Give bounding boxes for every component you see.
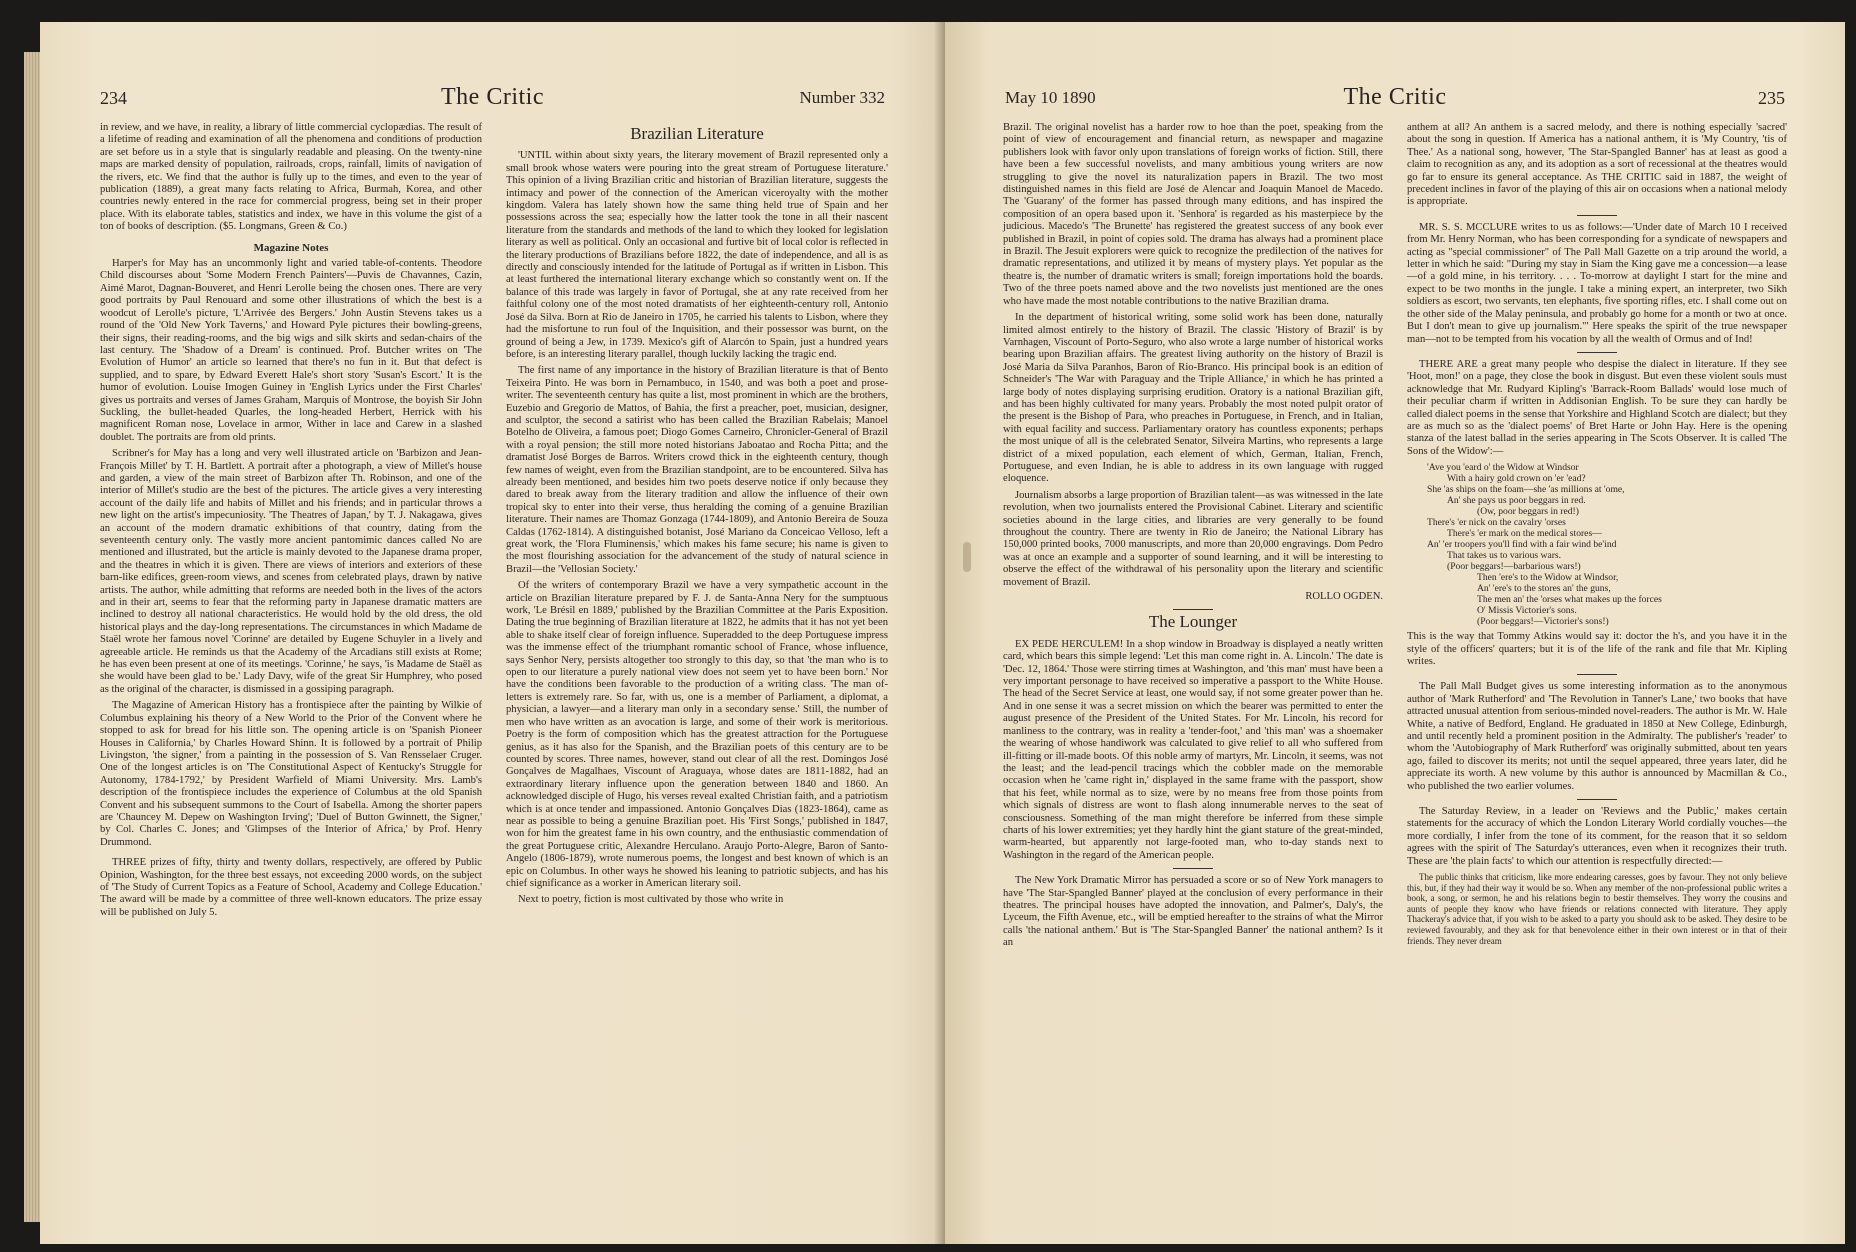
paragraph: MR. S. S. MCCLURE writes to us as follows:—'Under date of March 10 I received from Mr. Henry Norman, who has been corresponding for a syndicate of newspapers and acting as "special commissioner" of The Pall Mall Gazette on a trip around the world, a letter in which he said: "During my stay in Siam the King gave me a concession—a lease—of a gold mine, in his territory. . . . To-morrow at daylight I start for the mine and expect to be two months in the jungle. I take a mining expert, an interpreter, two Sikh soldiers as escort, two servants, ten elephants, five sporting rifles, etc. I shall come out on the other side of the Malay peninsula, and probably go home for a month or two at once. But I don't mean to give up journalism."' Here speaks the spirit of the true newspaper man—not to be tempted from his vocation by all the wealth of Ormus and of Ind! bbox=[1407, 221, 1787, 345]
poem-line: That takes us to various wars. bbox=[1447, 550, 1562, 562]
poem-line: (Poor beggars!—Victorier's sons!) bbox=[1477, 616, 1609, 628]
paragraph-magazine-american-history: The Magazine of American History has a frontispiece after the painting by Wilkie of Columbus explaining his theory of a New World to the Prior of the Convent where he stopped to ask for bread for his little son. The opening article is on 'Spanish Pioneer Houses in California,' by Charles Howard Shinn. It is followed by a portrait of Philip Livingston, 'the signer,' from a painting in the possession of S. Van Rensselaer Cruger. One of the longest articles is on 'The Constitutional Aspect of Kentucky's Struggle for Autonomy, 1784-1792,' by President Warfield of Miami University. Mrs. Lamb's description of the frontispiece includes the experience of Columbus at the old Spanish Convent and his subsequent summons to the Court of Isabella. Among the shorter papers are 'Chauncey M. Depew on Washington Irving'; 'Duel of Button Gwinnett, the Signer,' by Col. Charles C. Jones; and 'Glimpses of the Interior of Africa,' by Prof. Henry Drummond. bbox=[100, 700, 482, 848]
right-running-title: The Critic bbox=[1343, 84, 1447, 110]
divider bbox=[1577, 799, 1617, 800]
binding-stain bbox=[963, 542, 971, 572]
left-column-1 bbox=[100, 122, 482, 1204]
left-column-2 bbox=[506, 122, 888, 1204]
paragraph: The first name of any importance in the history of Brazilian literature is that of Bento Teixeira Pinto. He was born in Pernambuco, in 1540, and was both a poet and prose-writer. The seventeenth century has quite a list, most prominent in which are the brothers, Euzebio and Gregorio de Mattos, of Bahia, the first a preacher, poet, musician, designer, and sculptor, the second a satirist who has been called the Brazilian Rabelais; Manoel Botelho de Oliveira, a famous poet; Diogo Gomes Carneiro, Chronicler-General of Brazil with a royal pension; the still more noted historians Jaboatao and Rocha Pitta; and the dramatist José Borges de Barros. Writers crowd thick in the eighteenth century, though few names of weight, even from the Brazilian standpoint, are to be encountered. Silva has already been mentioned, and besides him two poets deserve notice if only because they dared to break away from the literary tradition and allow the influence of their own tropical sky to enter into their verse, thus heralding the coming of a genuine Brazilian literature. Their names are Thomaz Gonzaga (1744-1809), and Antonio Bereira de Souza Caldas (1762-1814). A distinguished botanist, José Mariano da Conceicao Velloso, left a great work, the 'Flora Fluminensis,' which makes his fame secure; his name is given to the most flourishing association for the advancement of the study of natural science in Brazil—the 'Vellosian Society.' bbox=[506, 365, 888, 575]
paragraph: in review, and we have, in reality, a library of little commercial cyclopædias. The result of a lifetime of reading and examination of all the phenomena and conditions of production are set before us in a style that is singularly readable and pleasing. On the twenty-nine maps are marked density of population, railroads, crops, rainfall, limits of navigation of the rivers, etc. We find that the author is fully up to the times, and even to the year of publication (1889), a great many facts relating to Africa, Burmah, Korea, and other countries newly entered in the race for commercial progress, being set in their proper place. With its elaborate tables, statistics and index, we have in this volume the gist of a ton of books of description. ($5. Longmans, Green & Co.) bbox=[100, 122, 482, 233]
paragraph-harpers: Harper's for May has an uncommonly light and varied table-of-contents. Theodore Child discourses about 'Some Modern French Painters'—Puvis de Chavannes, Cazin, Aimé Marot, Dagnan-Bouveret, and Henri Lerolle being the chosen ones. There are very good portraits by Paul Renouard and some other illustrations of which the best is a woodcut of Lerolle's picture, 'L'Arrivée des Bergers.' John Austin Stevens takes us a round of the 'Old New York Taverns,' and Howard Pyle pictures their bowling-greens, their signs, their reading-rooms, and the big wigs and silk skirts and sedan-chairs of the last century. The 'Shadow of a Dream' is continued. Prof. Butcher writes on 'The Evolution of Humor' an article so learned that there's no fun in it. But that defect is supplied, and to spare, by Edward Everett Hale's short story 'Susan's Escort.' It is the humor of evolution. Louise Imogen Guiney in 'English Lyrics under the First Charles' gives us portraits and verses of James Graham, Marquis of Montrose, the boyish Sir John Suckling, the bullet-headed Quarles, the long-headed Herbert, Herrick with his magnificent Roman nose, Lovelace in armor, Wither in lace and Carew in a slashed doublet. The portraits are from old prints. bbox=[100, 258, 482, 443]
author-signature: ROLLO OGDEN. bbox=[1305, 591, 1383, 603]
right-page bbox=[945, 22, 1845, 1244]
poem-line: An' 'ere's to the stores an' the guns, bbox=[1477, 583, 1611, 595]
issue-date: May 10 1890 bbox=[1005, 88, 1096, 107]
paragraph-prizes: THREE prizes of fifty, thirty and twenty dollars, respectively, are offered by Public Opinion, Washington, for the three best essays, not exceeding 2000 words, on the subject of 'The Study of Current Topics as a Feature of School, Academy and College Education.' The award will be made by a committee of three well-known educators. The prize essay will be published on July 5. bbox=[100, 857, 482, 918]
paragraph: THERE ARE a great many people who despise the dialect in literature. If they see 'Hoot, mon!' on a page, they close the book in disgust. But even these violent souls must acknowledge that Mr. Rudyard Kipling's 'Barrack-Room Ballads' would lose much of their peculiar charm if written in Addisonian English. To be sure they can hardly be called dialect poems in the sense that Yorkshire and Highland Scotch are dialect; but they are as much so as the 'dialect poems' of Bret Harte or John Hay. Here is the opening stanza of the latest ballad in the series appearing in The Scots Observer. It is called 'The Sons of the Widow':— bbox=[1407, 358, 1787, 457]
article-title-brazilian-literature: Brazilian Literature bbox=[630, 124, 764, 143]
right-page-number: 235 bbox=[1758, 88, 1785, 108]
divider bbox=[1173, 609, 1213, 610]
poem-line: O' Missis Victorier's sons. bbox=[1477, 605, 1577, 617]
paragraph: Next to poetry, fiction is most cultivated by those who write in bbox=[518, 894, 784, 906]
left-running-title: The Critic bbox=[441, 84, 544, 110]
right-column-1 bbox=[1003, 122, 1383, 1204]
right-column-2 bbox=[1407, 122, 1787, 1204]
paragraph: Journalism absorbs a large proportion of Brazilian talent—as was witnessed in the late revolution, when two journalists entered the Provisional Cabinet. Literary and scientific societies abound in the large cities, and libraries are very generally to be found throughout the country. There are twenty in Rio de Janeiro; the National Library has 150,000 printed books, 7000 manuscripts, and more than 20,000 engravings. Dom Pedro was at once an example and a supporter of sound learning, and it will be interesting to observe the effect of the withdrawal of his personality upon the literary and scientific movement of Brazil. bbox=[1003, 489, 1383, 588]
divider bbox=[1577, 674, 1617, 675]
poem-line: An' she pays us poor beggars in red. bbox=[1447, 495, 1586, 507]
poem-line: (Ow, poor beggars in red!) bbox=[1477, 506, 1579, 518]
divider bbox=[1173, 868, 1213, 869]
paragraph: The Pall Mall Budget gives us some interesting information as to the anonymous author of 'Mark Rutherford' and 'The Revolution in Tanner's Lane,' two books that have attracted unusual attention from serious-minded novel-readers. The author is Mr. W. Hale White, a native of Bedford, England. He graduated in 1850 at New College, Edinburgh, and until recently held a prominent position in the Admiralty. The publisher's 'reader' to whom the 'Autobiography of Mark Rutherford' was originally submitted, about ten years ago, failed to discover its merits; not until the sequel appeared, three years later, did he appreciate its worth. A new volume by this author is announced by Macmillan & Co., who published the two earlier volumes. bbox=[1407, 681, 1787, 792]
poem-line: She 'as ships on the foam—she 'as millions at 'ome, bbox=[1427, 484, 1625, 496]
issue-number: Number 332 bbox=[799, 88, 885, 107]
paragraph: anthem at all? An anthem is a sacred melody, and there is nothing especially 'sacred' about the song in question. If America has a national anthem, it is 'My Country, 'tis of Thee.' As a national song, however, 'The Star-Spangled Banner' has at least as good a claim to recognition as any, and its adoption as a sort of recessional at the theatres would go far to ensure its general acceptance. As THE CRITIC said in 1887, the weight of precedent inclines in favor of the playing of this air on occasions when a national melody is appropriate. bbox=[1407, 122, 1787, 208]
poem-line: An' 'er troopers you'll find with a fair wind be'ind bbox=[1427, 539, 1617, 551]
paragraph: Of the writers of contemporary Brazil we have a very sympathetic account in the article on Brazilian literature prepared by F. J. de Santa-Anna Nery for the sumptuous work, 'Le Brésil en 1889,' published by the Brazilian Committee at the Paris Exposition. Dating the true beginning of Brazilian literature at 1822, he admits that it has not yet been able to shake itself clear of foreign influence. Superadded to the deep Portuguese impress was the immense effect of the triumphant romantic school of France, whose influence, says Senhor Nery, persists altogether too strongly to this day, so that 'the man who is to open to our literature a purely national view does not seem yet to have been born.' Nor have the conditions been favorable to the production of a writing class. 'The man of-letters is extremely rare. So far, with us, one is a member of Parliament, a diplomat, a physician, a lawyer—and a literary man only in a secondary sense.' Still, the number of men who have written as an avocation is large, and some of their work is meritorious. Poetry is the form of composition which has the greatest attraction for the Portuguese genius, as it has also for the Spanish, and the Brazilian poets of this century are to be counted by scores. Three names, however, stand out clear of all the rest. Domingos José Gonçalves de Magalhaes, Viscount of Araguaya, whose dates are 1811-1882, had an extraordinary literary influence upon the generation between 1840 and 1860. An acknowledged disciple of Hugo, his verses reveal exalted Christian faith, and a patriotism which is at once tender and impassioned. Antonio Gonçalves Dias (1823-1864), came as near as possible to being a genuine Brazilian poet. His 'First Songs,' published in 1847, won for him the greatest fame in his own country, and the enthusiastic commendation of the great Portuguese critic, Alexandre Herculano. Araujo Porto-Alegre, Baron of Santo-Angelo (1806-1879), wrote numerous poems, the longest and best known of which is an epic on Columbus. In other ways he showed his leaning to patriotic subjects, and has his chief significance as a worker in American literary soil. bbox=[506, 580, 888, 889]
poem-line: 'Ave you 'eard o' the Widow at Windsor bbox=[1427, 462, 1579, 474]
page-stack-edge bbox=[24, 52, 40, 1222]
section-title-the-lounger: The Lounger bbox=[1148, 612, 1238, 632]
poem-line: Then 'ere's to the Widow at Windsor, bbox=[1477, 572, 1619, 584]
paragraph: Brazil. The original novelist has a harder row to hoe than the poet, speaking from the point of view of encouragement and financial return, as newspaper and magazine publishers look with favor only upon translations of foreign works of fiction. Still, there have been a few successful novelists, and many ambitious young writers are now struggling to give the novel its naturalization papers in Brazil. The two most distinguished names in this field are José de Alencar and Joaquin Manoel de Macedo. The 'Guarany' of the former has passed through many editions, and has inspired the composition of an opera based upon it. 'Senhora' is regarded as his masterpiece by the judicious. Macedo's 'The Brunette' has registered the greatest success of any book ever published in Brazil, in point of copies sold. The drama has always had a prominent place in Brazil. The Jesuit explorers were quick to recognize the predilection of the natives for dramatic representations, and utilized it by means of mystery plays. Yet popular as the theatre is, the number of dramatic writers is small; foreign importations hold the boards. Two of the three poets named above and the two novelists just mentioned are the ones who have made the most notable contributions to the native Brazilian drama. bbox=[1003, 122, 1383, 307]
paragraph: The Saturday Review, in a leader on 'Reviews and the Public,' makes certain statements for the accuracy of which the London Literary World cordially vouches—the more cordially, I infer from the tone of its comment, for the reason that it so seldom agrees with the spirit of The Saturday's utterances, even when it recognizes their truth. These are 'the plain facts' to which our attention is respectfully directed:— bbox=[1407, 806, 1787, 867]
divider bbox=[1577, 352, 1617, 353]
left-page-number: 234 bbox=[100, 88, 127, 108]
left-running-head bbox=[100, 84, 885, 114]
section-heading-magazine-notes: Magazine Notes bbox=[253, 241, 329, 254]
left-page bbox=[40, 22, 945, 1244]
paragraph: 'UNTIL within about sixty years, the literary movement of Brazil represented only a small brook whose waters were pouring into the great stream of Portuguese literature.' This opinion of a living Brazilian critic and historian of Brazilian literature, suggests the intimacy and power of the connection of the American viceroyalty with the mother kingdom. Valera has lately shown how the same thing held true of Spain and her possessions across the sea; especially how the latter took the tone in all their nascent literature from the standards and methods of the land to which they looked for legislation literary as well as political. Only an occasional and furtive bit of local color is reflected in the literary productions of Brazilians before 1822, the date of independence, and all is as directly and consciously intended for the latitude of Portugal as if written in Lisbon. This at least furthered the international literary exchange which so constantly went on. If the balance of this trade was largely in favor of Portugal, she at any rate received from her faithful colony one of the most noted dramatists of her eighteenth-century roll, Antonio José da Silva. Born at Rio de Janeiro in 1705, he carried his talents to Lisbon, where they had the misfortune to run foul of the Inquisition, and their possessor was burnt, on the ground of being a Jew, in 1739. Mexico's gift of Alarcón to Spain, just a hundred years before, is an interesting literary parallel, though luckily lacking the tragic end. bbox=[506, 150, 888, 360]
magazine-spread bbox=[40, 22, 1840, 1244]
paragraph: This is the way that Tommy Atkins would say it: doctor the h's, and you have it in the style of the officers' quarters; but it is of the life of the rank and file that Mr. Kipling writes. bbox=[1407, 631, 1787, 667]
paragraph-scribners: Scribner's for May has a long and very well illustrated article on 'Barbizon and Jean-François Millet' by T. H. Bartlett. A portrait after a photograph, a view of Millet's house and garden, a view of the main street of Barbizon after Th. Robinson, and one of the interior of Millet's studio are the best of the pictures. The article gives a very interesting account of the daily life and habits of Millet and his friends; and in particular throws a new light on the artist's impecuniosity. 'The Theatres of Japan,' by T. J. Nakagawa, gives an account of the modern dramatic exhibitions of that country, dating from the seventeenth century only. The vastly more ancient pantomimic dances called No are mentioned and illustrated, but the article is mainly devoted to the Japanese drama proper, and the theatres in which it is given. There are views of interiors and exteriors of these barn-like edifices, green-room views, and scenes from celebrated plays, drawn by native artists. The author, while admitting that reforms are needed both in the lives of the actors and in their art, seems to fear that the reforming party in Japanese dramatic matters are inclined to destroy all national characteristics. He would hold by the old dress, the old historical plays and the day-long representations. The circumstances in which Madame de Staël wrote her famous novel 'Corinne' are detailed by Eugene Schuyler in a lively and agreeable article. He reminds us that the Academy of the Arcadians still exists at Rome; he has even been present at one of its meetings. 'Corinne,' he says, 'is Madame de Staël as she would have been glad to be.' Lady Davy, wife of the great Sir Humphrey, who posed as the original of the character, is dismissed in a gossiping paragraph. bbox=[100, 448, 482, 695]
paragraph: EX PEDE HERCULEM! In a shop window in Broadway is displayed a neatly written card, which bears this simple legend: 'Let this man come right in. A. Lincoln.' The date is 'Dec. 12, 1864.' Those were stirring times at Washington, and 'this man' must have been a very important personage to have received so imperative a passport to the White House. The head of the Secret Service at least, one would say, if not some greater power than he. And in one sense it was a secret mission on which the bearer was permitted to enter the august presence of the President of the United States. For Mr. Lincoln, his record for manliness to the contrary, was in reality a 'tender-foot,' and 'this man' was a shoemaker the wearing of whose handiwork was calculated to give relief to all who suffered from ill-fitting or ill-made boots. Of this noble army of martyrs, Mr. Lincoln, it seems, was not the least; and the lead-pencil tracings which the cobbler made on the memorable occasion when he 'came right in,' displayed in the same frame with the passport, show that his feet, while normal as to size, were by no means free from those points from which signals of distress are wont to flash along innumerable nerves to the seat of consciousness. Something of the man might therefore be inferred from these simple charts of his lower extremities; yet they hardly hint the giant stature of the great-minded, warm-hearted, but apparently not large-footed man, who to-day stands next to Washington in the regard of the American people. bbox=[1003, 638, 1383, 861]
paragraph: In the department of historical writing, some solid work has been done, naturally limited almost entirely to the history of Brazil. The classic 'History of Brazil' is by Varnhagen, Viscount of Porto-Seguro, who also wrote a large number of historical works bearing upon Brazilian affairs. The greatest living authority on the history of Brazil is José Maria da Silva Paranhos, Baron of Rio-Branco. His principal book is an edition of Schneider's 'The War with Paraguay and the Triple Alliance,' in which he has printed a large body of notes displaying surprising erudition. Oratory is a national Brazilian gift, and has been highly cultivated for many years. Probably the most noted pulpit orator of the present is the Bishop of Para, who preaches in Portuguese, in French, and in Italian, with equal facility and success. Parliamentary oratory has countless exponents; perhaps the most unique of all is the celebrated Senator, Silveira Martins, who represents a large district of a mixed population, each element of which, German, Italian, French, Portuguese, and even Indian, he is able to address in its own language with rugged eloquence. bbox=[1003, 312, 1383, 485]
block-quote: The public thinks that criticism, like more endearing caresses, goes by favour. They not only believe this, but, if they had their way it would be so. When any member of the non-professional public writes a book, a song, or sermon, he and his relations begin to bestir themselves. They worry the cousins and aunts of people they know who have friends or relations connected with literature. They apply Thackeray's advice that, if you wish to be asked to a party you should ask to be asked. They desire to be reviewed favourably, and they ask for that benevolence either in their own interest or in that of their friends. They never dream bbox=[1407, 872, 1787, 946]
poem-line: With a hairy gold crown on 'er 'ead? bbox=[1447, 473, 1586, 485]
paragraph: The New York Dramatic Mirror has persuaded a score or so of New York managers to have 'The Star-Spangled Banner' played at the conclusion of every performance in their theatres. The principal houses have adopted the innovation, and Palmer's, Daly's, the Lyceum, the Fifth Avenue, etc., will be emptied hereafter to the strains of what the Mirror calls 'the national anthem.' But is 'The Star-Spangled Banner' the national anthem? Is it an bbox=[1003, 875, 1383, 949]
poem-line: There's 'er mark on the medical stores— bbox=[1447, 528, 1602, 540]
poem-sons-of-the-widow bbox=[1427, 462, 1787, 627]
poem-line: (Poor beggars!—barbarious wars!) bbox=[1447, 561, 1581, 573]
poem-line: The men an' the 'orses what makes up the forces bbox=[1477, 594, 1662, 606]
divider bbox=[1577, 215, 1617, 216]
right-running-head bbox=[1005, 84, 1785, 114]
poem-line: There's 'er nick on the cavalry 'orses bbox=[1427, 517, 1566, 529]
